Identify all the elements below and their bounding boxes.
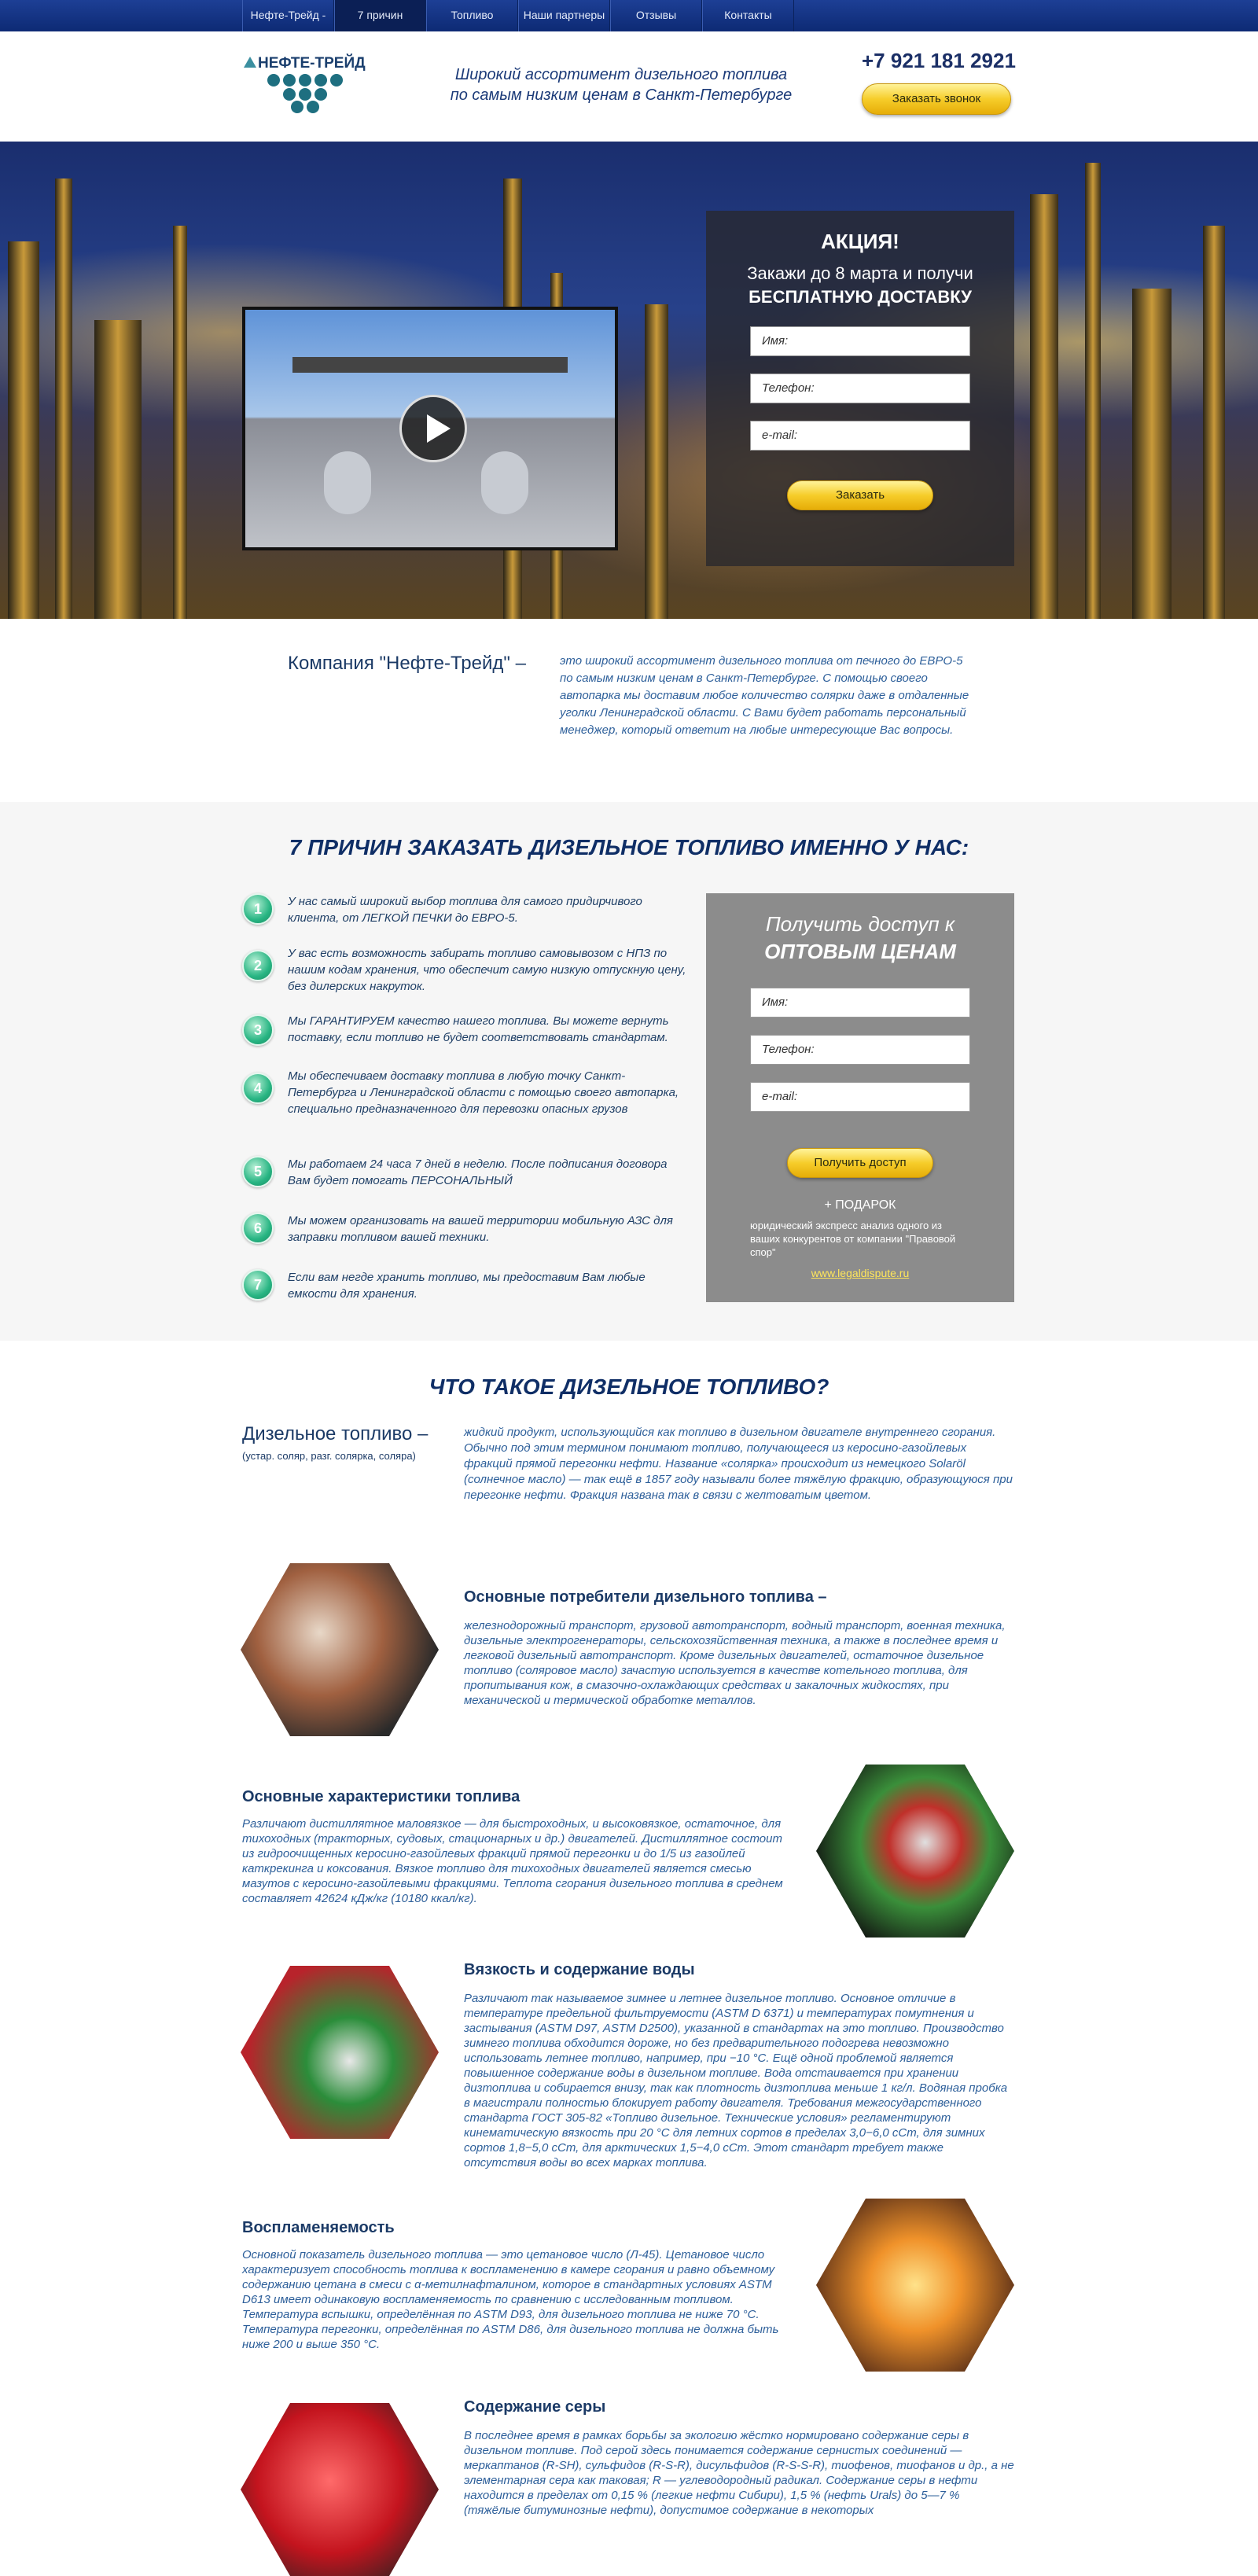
gift-label: + ПОДАРОК <box>824 1198 896 1212</box>
refinery-tower <box>1030 194 1058 619</box>
promo-phone-input[interactable]: Телефон: <box>750 374 970 403</box>
reason-text: Мы обеспечиваем доставку топлива в любую точку Санкт-Петербурга и Ленинградской области с помощью своего автопарка, специально предназначенного для перевозки опасных грузов <box>288 1069 679 1116</box>
flammability-title: Воспламеняемость <box>242 2219 395 2236</box>
logo-text: НЕФТЕ-ТРЕЙД <box>258 55 366 72</box>
diesel-title: Дизельное топливо – <box>242 1423 429 1444</box>
reason-text: Мы ГАРАНТИРУЕМ качество нашего топлива. Вы можете вернуть поставку, если топливо не будет соответствовать стандартам. <box>288 1014 669 1044</box>
hero-banner <box>0 142 1258 619</box>
sulfur-text: В последнее время в рамках борьбы за экологию жёстко нормировано содержание серы в дизельном топливе. Под серой здесь понимается содержание сернистых соединений — меркаптанов (R-SH), сульфидов (R-S-R), дисульфидов (R-S-S-R), тиофенов, тиофанов и др., а не элементарная сера как таковая; R — углеводородный радикал. Содержание серы в нефти находится в пределах от 0,15 % (легкие нефти Сибири), 1,5 % (нефть Urals) до 5—7 % (тяжёлые битуминозные нефти), допустимое содержание в некоторых <box>464 2429 1014 2517</box>
reason-text: Если вам негде хранить топливо, мы предоставим Вам любые емкости для хранения. <box>288 1271 646 1301</box>
nav-item-reviews[interactable]: Отзывы <box>610 0 702 31</box>
access-title-1: Получить доступ к <box>765 912 955 936</box>
consumers-text: железнодорожный транспорт, грузовой автотранспорт, водный транспорт, военная техника, дизельные электрогенераторы, сельскохозяйственная техника, а также в последнее время и легковой дизельный автотранспорт. Кроме дизельных двигателей, остаточное дизельное топливо (соляровое масло) зачастую используется в качестве котельного топлива, для пропитывания кож, в смазочно-охлаждающих средствах и закалочных жидкостях, при механической и термической обработке металлов. <box>464 1619 1006 1707</box>
refinery-tower <box>645 304 668 619</box>
reason-number-badge: 2 <box>242 950 274 981</box>
fuel-pump-nozzles-image <box>816 1765 1014 1938</box>
fuel-canister-image <box>241 2403 439 2576</box>
reason-text: У вас есть возможность забирать топливо самовывозом с НПЗ по нашим кодам хранения, что обеспечит самую низкую отпускную цену, без дилерских накруток. <box>288 947 686 993</box>
promo-order-button[interactable]: Заказать <box>787 480 933 510</box>
viscosity-title: Вязкость и содержание воды <box>464 1961 695 1978</box>
wholesale-access-form <box>706 893 1014 1302</box>
refinery-tower <box>8 241 39 619</box>
promo-email-input[interactable]: e-mail: <box>750 421 970 451</box>
play-icon[interactable] <box>399 395 467 462</box>
access-title-2: ОПТОВЫМ ЦЕНАМ <box>764 940 956 963</box>
refinery-tower <box>1085 163 1101 619</box>
reason-number-badge: 4 <box>242 1073 274 1104</box>
partner-link[interactable]: www.legaldispute.ru <box>811 1267 910 1279</box>
diesel-definition: жидкий продукт, использующийся как топливо в дизельном двигателе внутреннего сгорания. Обычно под этим термином понимают топливо, получающееся из керосино-газойлевых фракций прямой перегонки нефти. Название «солярка» происходит из немецкого Solaröl (солнечное масло) — так ещё в 1857 году называли более тяжёлую фракцию, образующуюся при перегонке нефти. Фракция названа так в связи с желтоватым цветом. <box>464 1426 1013 1502</box>
sulfur-title: Содержание серы <box>464 2398 606 2416</box>
reason-text: У нас самый широкий выбор топлива для самого придирчивого клиента, от ЛЕГКОЙ ПЕЧКИ до ЕВРО-5. <box>288 895 642 925</box>
characteristics-text: Различают дистиллятное маловязкое — для быстроходных, и высоковязкое, остаточное, для тихоходных (тракторных, судовых, стационарных и др.) двигателей. Дистиллятное состоит из гидроочищенных керосино-газойлевых фракций прямой перегонки и до 1/5 из газойлей каткрекинга и коксования. Вязкое топливо для тихоходных двигателей является смесью мазутов с керосино-газойлевыми фракциями. Теплота сгорания дизельного топлива в среднем составляет 42624 кДж/кг (10180 ккал/кг). <box>242 1817 783 1905</box>
firefighters-image <box>816 2199 1014 2372</box>
access-email-input[interactable]: e-mail: <box>750 1082 970 1112</box>
green-nozzle-image <box>241 1966 439 2139</box>
station-canopy <box>292 357 568 373</box>
site-header <box>0 31 1258 142</box>
reasons-title: 7 ПРИЧИН ЗАКАЗАТЬ ДИЗЕЛЬНОЕ ТОПЛИВО ИМЕННО У НАС: <box>289 835 969 859</box>
reason-number-badge: 5 <box>242 1156 274 1187</box>
nav-item-contacts[interactable]: Контакты <box>702 0 794 31</box>
nav-item-about[interactable]: Нефте-Трейд - <box>242 0 334 31</box>
promo-name-input[interactable]: Имя: <box>750 326 970 356</box>
refinery-tower <box>55 178 72 619</box>
top-nav <box>0 0 1258 31</box>
reason-text: Мы можем организовать на вашей территории мобильную АЗС для заправки топливом вашей техники. <box>288 1214 673 1244</box>
logo[interactable] <box>242 50 376 129</box>
about-title: Компания "Нефте-Трейд" – <box>288 653 526 674</box>
refinery-tower <box>1132 289 1172 619</box>
refinery-tower <box>1203 226 1225 619</box>
promo-title: АКЦИЯ! <box>821 230 899 253</box>
access-name-input[interactable]: Имя: <box>750 988 970 1018</box>
reason-text: Мы работаем 24 часа 7 дней в неделю. После подписания договора Вам будет помогать ПЕРСОНАЛЬНЫЙ <box>288 1157 668 1187</box>
nav-item-reasons[interactable]: 7 причин <box>334 0 426 31</box>
promo-line-2: БЕСПЛАТНУЮ ДОСТАВКУ <box>749 287 972 307</box>
reason-number-badge: 6 <box>242 1213 274 1244</box>
tagline-line-1: Широкий ассортимент дизельного топлива <box>454 66 788 83</box>
access-phone-input[interactable]: Телефон: <box>750 1035 970 1065</box>
reason-number-badge: 7 <box>242 1269 274 1301</box>
promo-form <box>706 211 1014 566</box>
phone-number[interactable]: +7 921 181 2921 <box>862 49 1016 72</box>
consumers-title: Основные потребители дизельного топлива – <box>464 1588 827 1606</box>
promo-line-1: Закажи до 8 марта и получи <box>747 263 973 283</box>
get-access-button[interactable]: Получить доступ <box>787 1148 933 1178</box>
nav-list <box>242 0 794 31</box>
nav-item-fuel[interactable]: Топливо <box>426 0 518 31</box>
tagline-line-2: по самым низким ценам в Санкт-Петербурге <box>450 86 793 104</box>
reason-number-badge: 3 <box>242 1014 274 1046</box>
diesel-subtitle: (устар. соляр, разг. солярка, соляра) <box>242 1450 416 1462</box>
refinery-tower <box>173 226 187 619</box>
reason-number-badge: 1 <box>242 893 274 925</box>
diesel-section-title: ЧТО ТАКОЕ ДИЗЕЛЬНОЕ ТОПЛИВО? <box>429 1374 829 1399</box>
fuel-nozzle-hand-image <box>241 1563 439 1736</box>
fuel-tank <box>481 451 528 514</box>
viscosity-text: Различают так называемое зимнее и летнее дизельное топливо. Основное отличие в температуре предельной фильтруемости (ASTM D 6371) и температурах помутнения и застывания (ASTM D97, ASTM D2500), указанной в стандартах на это топливо. Производство зимнего топлива обходится дороже, но без предварительного подогрева невозможно использовать летнее топливо, например, при −10 °C. Ещё одной проблемой является повышенное содержание воды в дизельном топливе. Вода отстаивается при хранении дизтоплива и собирается внизу, так как плотность дизтоплива меньше 1 кг/л. Водяная пробка в магистрали полностью блокирует работу двигателя. Требования межгосударственного стандарта ГОСТ 305-82 «Топливо дизельное. Технические условия» регламентируют кинематическую вязкость при 20 °С для летних сортов в пределах 3,0−6,0 сСт, для зимних сортов 1,8−5,0 сСт, для арктических 1,5−4,0 сСт. Этот стандарт требует также отсутствия воды во всех марках топлива. <box>464 1992 1008 2169</box>
refinery-tower <box>94 320 142 619</box>
gift-description: юридический экспресс анализ одного из ваших конкурентов от компании "Правовой спор" <box>750 1220 956 1258</box>
characteristics-title: Основные характеристики топлива <box>242 1788 520 1805</box>
order-call-button[interactable]: Заказать звонок <box>862 83 1011 115</box>
logo-drops-icon <box>242 50 376 129</box>
tagline <box>409 64 833 105</box>
flammability-text: Основной показатель дизельного топлива — это цетановое число (Л-45). Цетановое число характеризует способность топлива к воспламенению в камере сгорания и равно объемному содержанию цетана в смеси с α-метилнафталином, которое в стандартных условиях ASTM D613 имеет одинаковую воспламеняемость по сравнению с исследованным топливом. Температура вспышки, определённая по ASTM D93, для дизельного топлива не ниже 70 °С. Температура перегонки, определённая по ASTM D86, для дизельного топлива не должна быть ниже 200 и выше 350 °С. <box>242 2248 779 2351</box>
about-text: это широкий ассортимент дизельного топлива от печного до ЕВРО-5 по самым низким ценам в Санкт-Петербурге. С помощью своего автопарка мы доставим любое количество солярки даже в отдаленные уголки Ленинградской области. С Вами будет работать персональный менеджер, который ответит на любые интересующие Вас вопросы. <box>560 654 969 737</box>
nav-item-partners[interactable]: Наши партнеры <box>518 0 610 31</box>
video-player[interactable] <box>242 307 618 550</box>
fuel-tank <box>324 451 371 514</box>
